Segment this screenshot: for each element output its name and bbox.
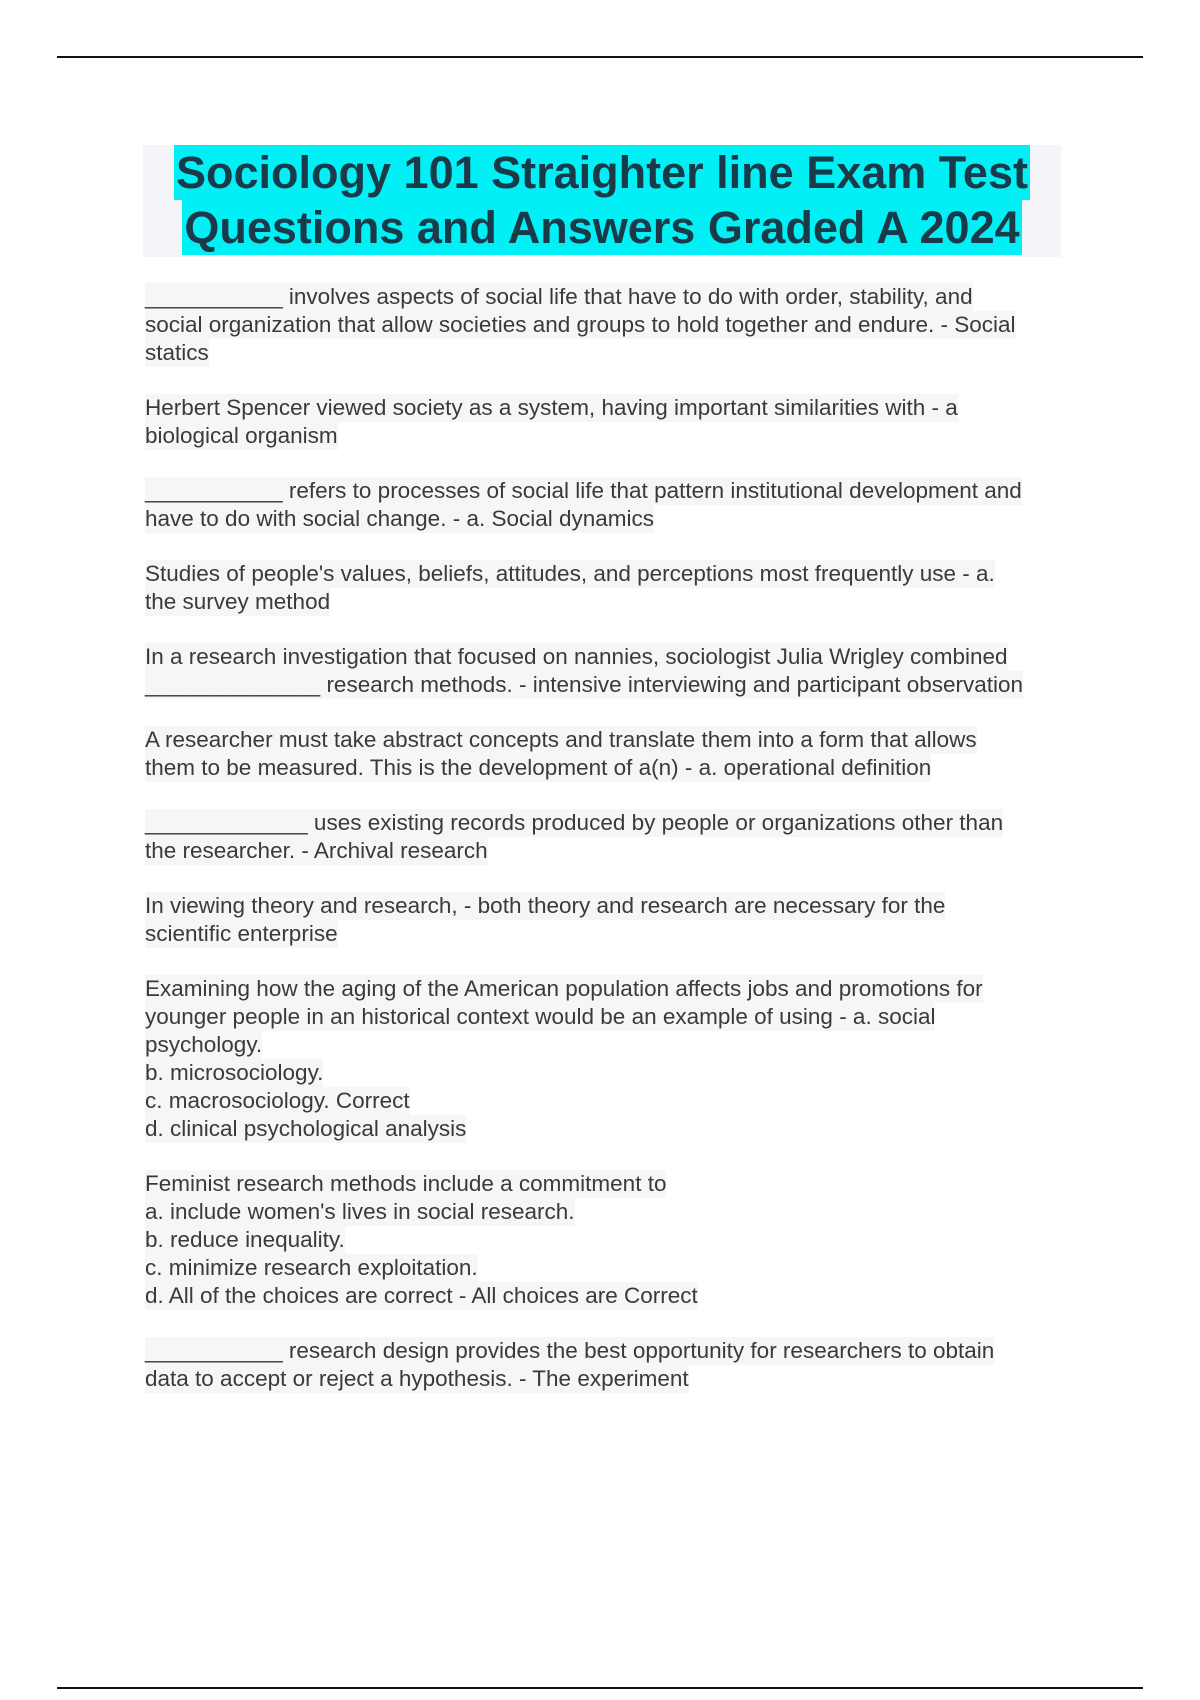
question-line: the researcher. - Archival research	[145, 838, 488, 863]
question-block	[145, 726, 1090, 782]
question-answer-list	[145, 283, 1090, 1420]
question-block	[145, 283, 1090, 367]
question-line: Examining how the aging of the American population affects jobs and promotions for	[145, 976, 983, 1001]
question-block	[145, 643, 1090, 699]
question-line: a. include women's lives in social research.	[145, 1199, 575, 1224]
question-line: ___________ involves aspects of social life that have to do with order, stability, and	[145, 284, 973, 309]
question-line: them to be measured. This is the development of a(n) - a. operational definition	[145, 755, 932, 780]
question-line: Herbert Spencer viewed society as a system, having important similarities with - a	[145, 395, 958, 420]
question-line: ___________ research design provides the best opportunity for researchers to obtain	[145, 1338, 995, 1363]
question-block	[145, 1170, 1090, 1310]
question-line: psychology.	[145, 1032, 263, 1057]
question-block	[145, 560, 1090, 616]
question-line: Feminist research methods include a commitment to	[145, 1171, 667, 1196]
top-rule	[57, 56, 1143, 58]
question-block	[145, 975, 1090, 1143]
question-line: ______________ research methods. - intensive interviewing and participant observation	[145, 672, 1024, 697]
question-line: b. reduce inequality.	[145, 1227, 345, 1252]
question-line: _____________ uses existing records produced by people or organizations other than	[145, 810, 1004, 835]
question-line: ___________ refers to processes of social life that pattern institutional development and	[145, 478, 1022, 503]
question-block	[145, 394, 1090, 450]
question-line: In a research investigation that focused on nannies, sociologist Julia Wrigley combined	[145, 644, 1008, 669]
question-line: biological organism	[145, 423, 338, 448]
question-line: c. minimize research exploitation.	[145, 1255, 478, 1280]
title-line-1: Sociology 101 Straighter line Exam Test	[176, 147, 1028, 198]
question-block	[145, 477, 1090, 533]
question-line: b. microsociology.	[145, 1060, 324, 1085]
question-line: Studies of people's values, beliefs, attitudes, and perceptions most frequently use - a.	[145, 561, 995, 586]
question-block	[145, 1337, 1090, 1393]
question-line: scientific enterprise	[145, 921, 338, 946]
question-line: d. clinical psychological analysis	[145, 1116, 467, 1141]
question-line: have to do with social change. - a. Social dynamics	[145, 506, 655, 531]
question-line: the survey method	[145, 589, 331, 614]
title-line-2: Questions and Answers Graded A 2024	[184, 202, 1020, 253]
question-line: c. macrosociology. Correct	[145, 1088, 410, 1113]
bottom-rule	[57, 1687, 1143, 1689]
question-block	[145, 892, 1090, 948]
question-line: social organization that allow societies and groups to hold together and endure. - Social	[145, 312, 1016, 337]
question-block	[145, 809, 1090, 865]
document-title	[143, 145, 1061, 257]
question-line: A researcher must take abstract concepts and translate them into a form that allows	[145, 727, 977, 752]
question-line: younger people in an historical context would be an example of using - a. social	[145, 1004, 936, 1029]
question-line: data to accept or reject a hypothesis. - The experiment	[145, 1366, 689, 1391]
question-line: In viewing theory and research, - both theory and research are necessary for the	[145, 893, 946, 918]
question-line: statics	[145, 340, 209, 365]
question-line: d. All of the choices are correct - All choices are Correct	[145, 1283, 698, 1308]
